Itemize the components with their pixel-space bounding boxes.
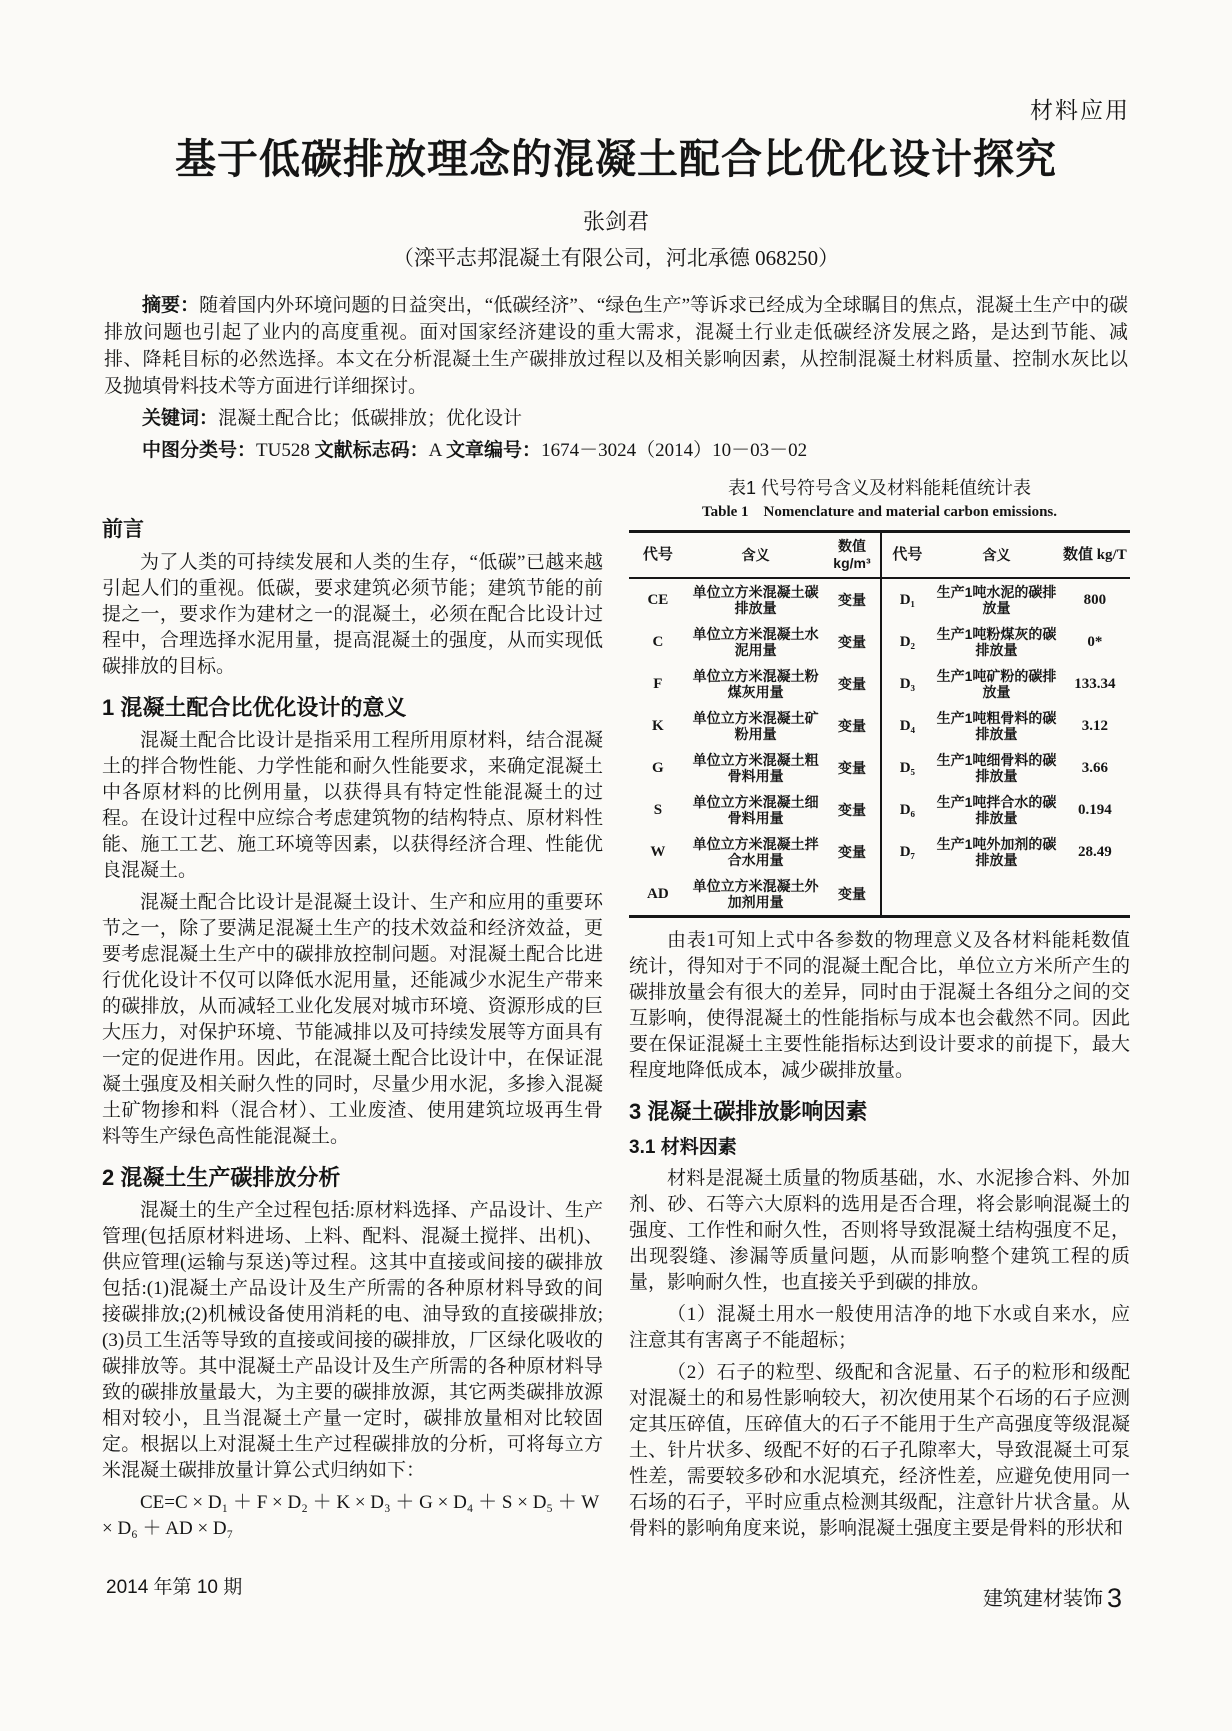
clc-label: 中图分类号： xyxy=(142,440,257,462)
table-cell: D₃ xyxy=(899,676,916,693)
table-cell: 生产1吨水泥的碳排放量 xyxy=(936,584,1057,617)
nomenclature-table-body xyxy=(629,578,1130,917)
table-caption-cn: 表1 代号符号含义及材料能耗值统计表 xyxy=(727,478,1031,499)
table-cell: 变量 xyxy=(824,621,880,663)
table-header-row xyxy=(629,532,1130,579)
doc-code-value: A xyxy=(428,440,447,462)
table-cell: 28.49 xyxy=(1077,844,1112,861)
keywords xyxy=(104,405,1128,432)
footer-page-number: 3 xyxy=(1106,1583,1122,1613)
page-header-category: 材料应用 xyxy=(1030,97,1130,123)
table-header-cell: 含义 xyxy=(933,532,1059,579)
table-cell: W xyxy=(650,844,666,861)
right-column xyxy=(629,476,1130,1542)
preface-heading: 前言 xyxy=(102,518,144,542)
table-header-cell: 数值 kg/T xyxy=(1060,532,1130,579)
two-column-body xyxy=(0,476,1232,1542)
table-cell: C xyxy=(652,634,664,651)
section31-paragraph: 材料是混凝土质量的物质基础，水、水泥掺合料、外加剂、砂、石等六大原料的选用是否合理，将会影响混凝土的强度、工作性和耐久性，否则将导致混凝土结构强度不足，出现裂缝、渗漏等质量问题，从而影响整个建筑工程的质量，影响耐久性，也直接关乎到碳的排放。 xyxy=(629,1168,1130,1294)
table-cell: D₅ xyxy=(899,760,916,777)
footer-journal-name: 建筑建材装饰 xyxy=(982,1588,1103,1610)
table-row xyxy=(629,663,1130,705)
table-cell: 变量 xyxy=(824,873,880,917)
article-meta xyxy=(104,292,1128,464)
table-cell xyxy=(881,873,934,917)
table-row xyxy=(629,578,1130,621)
section3-heading: 3 混凝土碳排放影响因素 xyxy=(629,1099,868,1125)
table-header-cell: 含义 xyxy=(687,532,825,579)
doc-code-label: 文献标志码： xyxy=(314,440,429,462)
abstract xyxy=(104,292,1128,400)
table-cell: 800 xyxy=(1083,592,1107,609)
table-cell: 单位立方米混凝土粉煤灰用量 xyxy=(692,668,819,701)
section31-heading: 3.1 材料因素 xyxy=(629,1137,737,1159)
table-cell: 3.66 xyxy=(1081,760,1108,777)
table-cell: G xyxy=(652,760,664,777)
table-cell: 变量 xyxy=(824,578,880,621)
table-cell: K xyxy=(652,718,664,735)
table-cell xyxy=(933,873,1059,917)
table-cell xyxy=(1060,873,1130,917)
table-cell: 生产1吨粗骨料的碳排放量 xyxy=(936,710,1057,743)
table-row xyxy=(629,873,1130,917)
table-cell: 单位立方米混凝土外加剂用量 xyxy=(692,878,819,911)
table-cell: 生产1吨细骨料的碳排放量 xyxy=(936,752,1057,785)
section1-heading: 1 混凝土配合比优化设计的意义 xyxy=(102,695,407,721)
table-cell: 变量 xyxy=(824,705,880,747)
table-discussion-paragraph: 由表1可知上式中各参数的物理意义及各材料能耗数值统计，得知对于不同的混凝土配合比，单位立方米所产生的碳排放量会有很大的差异，同时由于混凝土各组分之间的交互影响，使得混凝土的性能指标与成本也会截然不同。因此要在保证混凝土主要性能指标达到设计要求的前提下，最大程度地降低成本，减少碳排放量。 xyxy=(629,930,1130,1082)
table-cell: 单位立方米混凝土碳排放量 xyxy=(692,584,819,617)
table-cell: 单位立方米混凝土拌合水用量 xyxy=(692,836,819,869)
table-cell: D₁ xyxy=(899,592,916,609)
table-cell: 单位立方米混凝土粗骨料用量 xyxy=(692,752,819,785)
table-cell: S xyxy=(653,802,663,819)
table-row xyxy=(629,747,1130,789)
table-cell: 变量 xyxy=(824,663,880,705)
article-title: 基于低碳排放理念的混凝土配合比优化设计探究 xyxy=(175,136,1057,182)
section2-paragraph-1: 混凝土的生产全过程包括:原材料选择、产品设计、生产管理(包括原材料进场、上料、配料、混凝土搅拌、出机)、供应管理(运输与泵送)等过程。这其中直接或间接的碳排放包括:(1)混凝土产品设计及生产所需的各种原材料导致的间接碳排放;(2)机械设备使用消耗的电、油导致的直接碳排放;(3)员工生活等导致的直接或间接的碳排放，厂区绿化吸收的碳排放等。其中混凝土产品设计及生产所需的各种原材料导致的碳排放量最大，为主要的碳排放源，其它两类碳排放源相对较小，且当混凝土产量一定时，碳排放量相对比较固定。根据以上对混凝土生产过程碳排放的分析，可将每立方米混凝土碳排放量计算公式归纳如下： xyxy=(102,1200,603,1482)
table-cell: 生产1吨粉煤灰的碳排放量 xyxy=(936,626,1057,659)
left-column xyxy=(102,476,603,1542)
table-cell: 变量 xyxy=(824,789,880,831)
table-row xyxy=(629,621,1130,663)
footer-issue: 2014 年第 10 期 xyxy=(106,1577,243,1598)
table-cell: 变量 xyxy=(824,831,880,873)
table-row xyxy=(629,789,1130,831)
section2-heading: 2 混凝土生产碳排放分析 xyxy=(102,1165,341,1191)
table-cell: D₄ xyxy=(899,718,916,735)
table-header-cell: 代号 xyxy=(881,532,934,579)
table-cell: 0.194 xyxy=(1077,802,1112,819)
table-row xyxy=(629,831,1130,873)
table-cell: 单位立方米混凝土水泥用量 xyxy=(692,626,819,659)
table-cell: 133.34 xyxy=(1074,676,1116,693)
footer-journal xyxy=(983,1582,1122,1614)
table-cell: 0* xyxy=(1087,634,1103,651)
nomenclature-table xyxy=(629,530,1130,918)
table-cell: CE xyxy=(647,592,669,609)
table-row xyxy=(629,705,1130,747)
carbon-emission-formula: CE=C × D₁ ＋ F × D₂ ＋ K × D₃ ＋ G × D₄ ＋ S × D₅ ＋ W × D₆ ＋ AD × D₇ xyxy=(102,1492,599,1540)
article-no-value: 1674－3024（2014）10－03－02 xyxy=(541,440,808,462)
table-cell: D₆ xyxy=(899,802,916,819)
article-affiliation: （滦平志邦混凝土有限公司，河北承德 068250） xyxy=(392,246,840,271)
table-cell: 3.12 xyxy=(1081,718,1108,735)
table-header-cell: 数值 kg/m³ xyxy=(824,532,880,579)
clc-value: TU528 xyxy=(256,440,315,462)
classification-line xyxy=(104,437,1128,464)
table-cell: 单位立方米混凝土矿粉用量 xyxy=(692,710,819,743)
table-caption-en: Table 1 Nomenclature and material carbon emissions. xyxy=(702,504,1057,521)
article-author: 张剑君 xyxy=(582,209,649,235)
table-cell: 生产1吨拌合水的碳排放量 xyxy=(936,794,1057,827)
article-no-label: 文章编号： xyxy=(446,440,542,462)
abstract-text: 随着国内外环境问题的日益突出，“低碳经济”、“绿色生产”等诉求已经成为全球瞩目的焦点，混凝土生产中的碳排放问题也引起了业内的高度重视。面对国家经济建设的重大需求，混凝土行业走低碳经济发展之路，是达到节能、减排、降耗目标的必然选择。本文在分析混凝土生产碳排放过程以及相关影响因素，从控制混凝土材料质量、控制水灰比以及抛填骨料技术等方面进行详细探讨。 xyxy=(104,295,1128,398)
keywords-label: 关键词： xyxy=(142,408,219,430)
section1-paragraph-2: 混凝土配合比设计是混凝土设计、生产和应用的重要环节之一，除了要满足混凝土生产的技术效益和经济效益，更要考虑混凝土生产中的碳排放控制问题。对混凝土配合比进行优化设计不仅可以降低水泥用量，还能减少水泥生产带来的碳排放，从而减轻工业化发展对城市环境、资源形成的巨大压力，对保护环境、节能减排以及可持续发展等方面具有一定的促进作用。因此，在混凝土配合比设计中，在保证混凝土强度及相关耐久性的同时，尽量少用水泥，多掺入混凝土矿物掺和料（混合材）、工业废渣、使用建筑垃圾再生骨料等生产绿色高性能混凝土。 xyxy=(102,892,603,1148)
table-cell: F xyxy=(653,676,663,693)
table-cell: 单位立方米混凝土细骨料用量 xyxy=(692,794,819,827)
table-cell: 变量 xyxy=(824,747,880,789)
material-item-1: （1）混凝土用水一般使用洁净的地下水或自来水，应注意其有害离子不能超标； xyxy=(629,1304,1130,1352)
table-header xyxy=(629,532,1130,579)
table-cell: 生产1吨矿粉的碳排放量 xyxy=(936,668,1057,701)
table-cell: D₂ xyxy=(899,634,916,651)
abstract-label: 摘要： xyxy=(142,295,200,317)
table-cell: AD xyxy=(647,886,669,903)
table-cell: D₇ xyxy=(899,844,916,861)
preface-paragraph: 为了人类的可持续发展和人类的生存，“低碳”已越来越引起人们的重视。低碳，要求建筑必须节能；建筑节能的前提之一，要求作为建材之一的混凝土，必须在配合比设计过程中，合理选择水泥用量，提高混凝土的强度，从而实现低碳排放的目标。 xyxy=(102,552,603,678)
table-cell: 生产1吨外加剂的碳排放量 xyxy=(936,836,1057,869)
section1-paragraph-1: 混凝土配合比设计是指采用工程所用原材料，结合混凝土的拌合物性能、力学性能和耐久性能要求，来确定混凝土中各原材料的比例用量，以获得具有特定性能混凝土的过程。在设计过程中应综合考虑建筑物的结构特点、原材料性能、施工工艺、施工环境等因素，以获得经济合理、性能优良混凝土。 xyxy=(102,730,603,882)
table-header-cell: 代号 xyxy=(629,532,687,579)
material-item-2: （2）石子的粒型、级配和含泥量、石子的粒形和级配对混凝土的和易性影响较大，初次使用某个石场的石子应测定其压碎值，压碎值大的石子不能用于生产高强度等级混凝土、针片状多、级配不好的石子孔隙率大，导致混凝土可泵性差，需要较多砂和水泥填充，经济性差，应避免使用同一石场的石子，平时应重点检测其级配，注意针片状含量。从骨料的影响角度来说，影响混凝土强度主要是骨料的形状和 xyxy=(629,1362,1130,1540)
keywords-text: 混凝土配合比；低碳排放；优化设计 xyxy=(218,408,523,430)
